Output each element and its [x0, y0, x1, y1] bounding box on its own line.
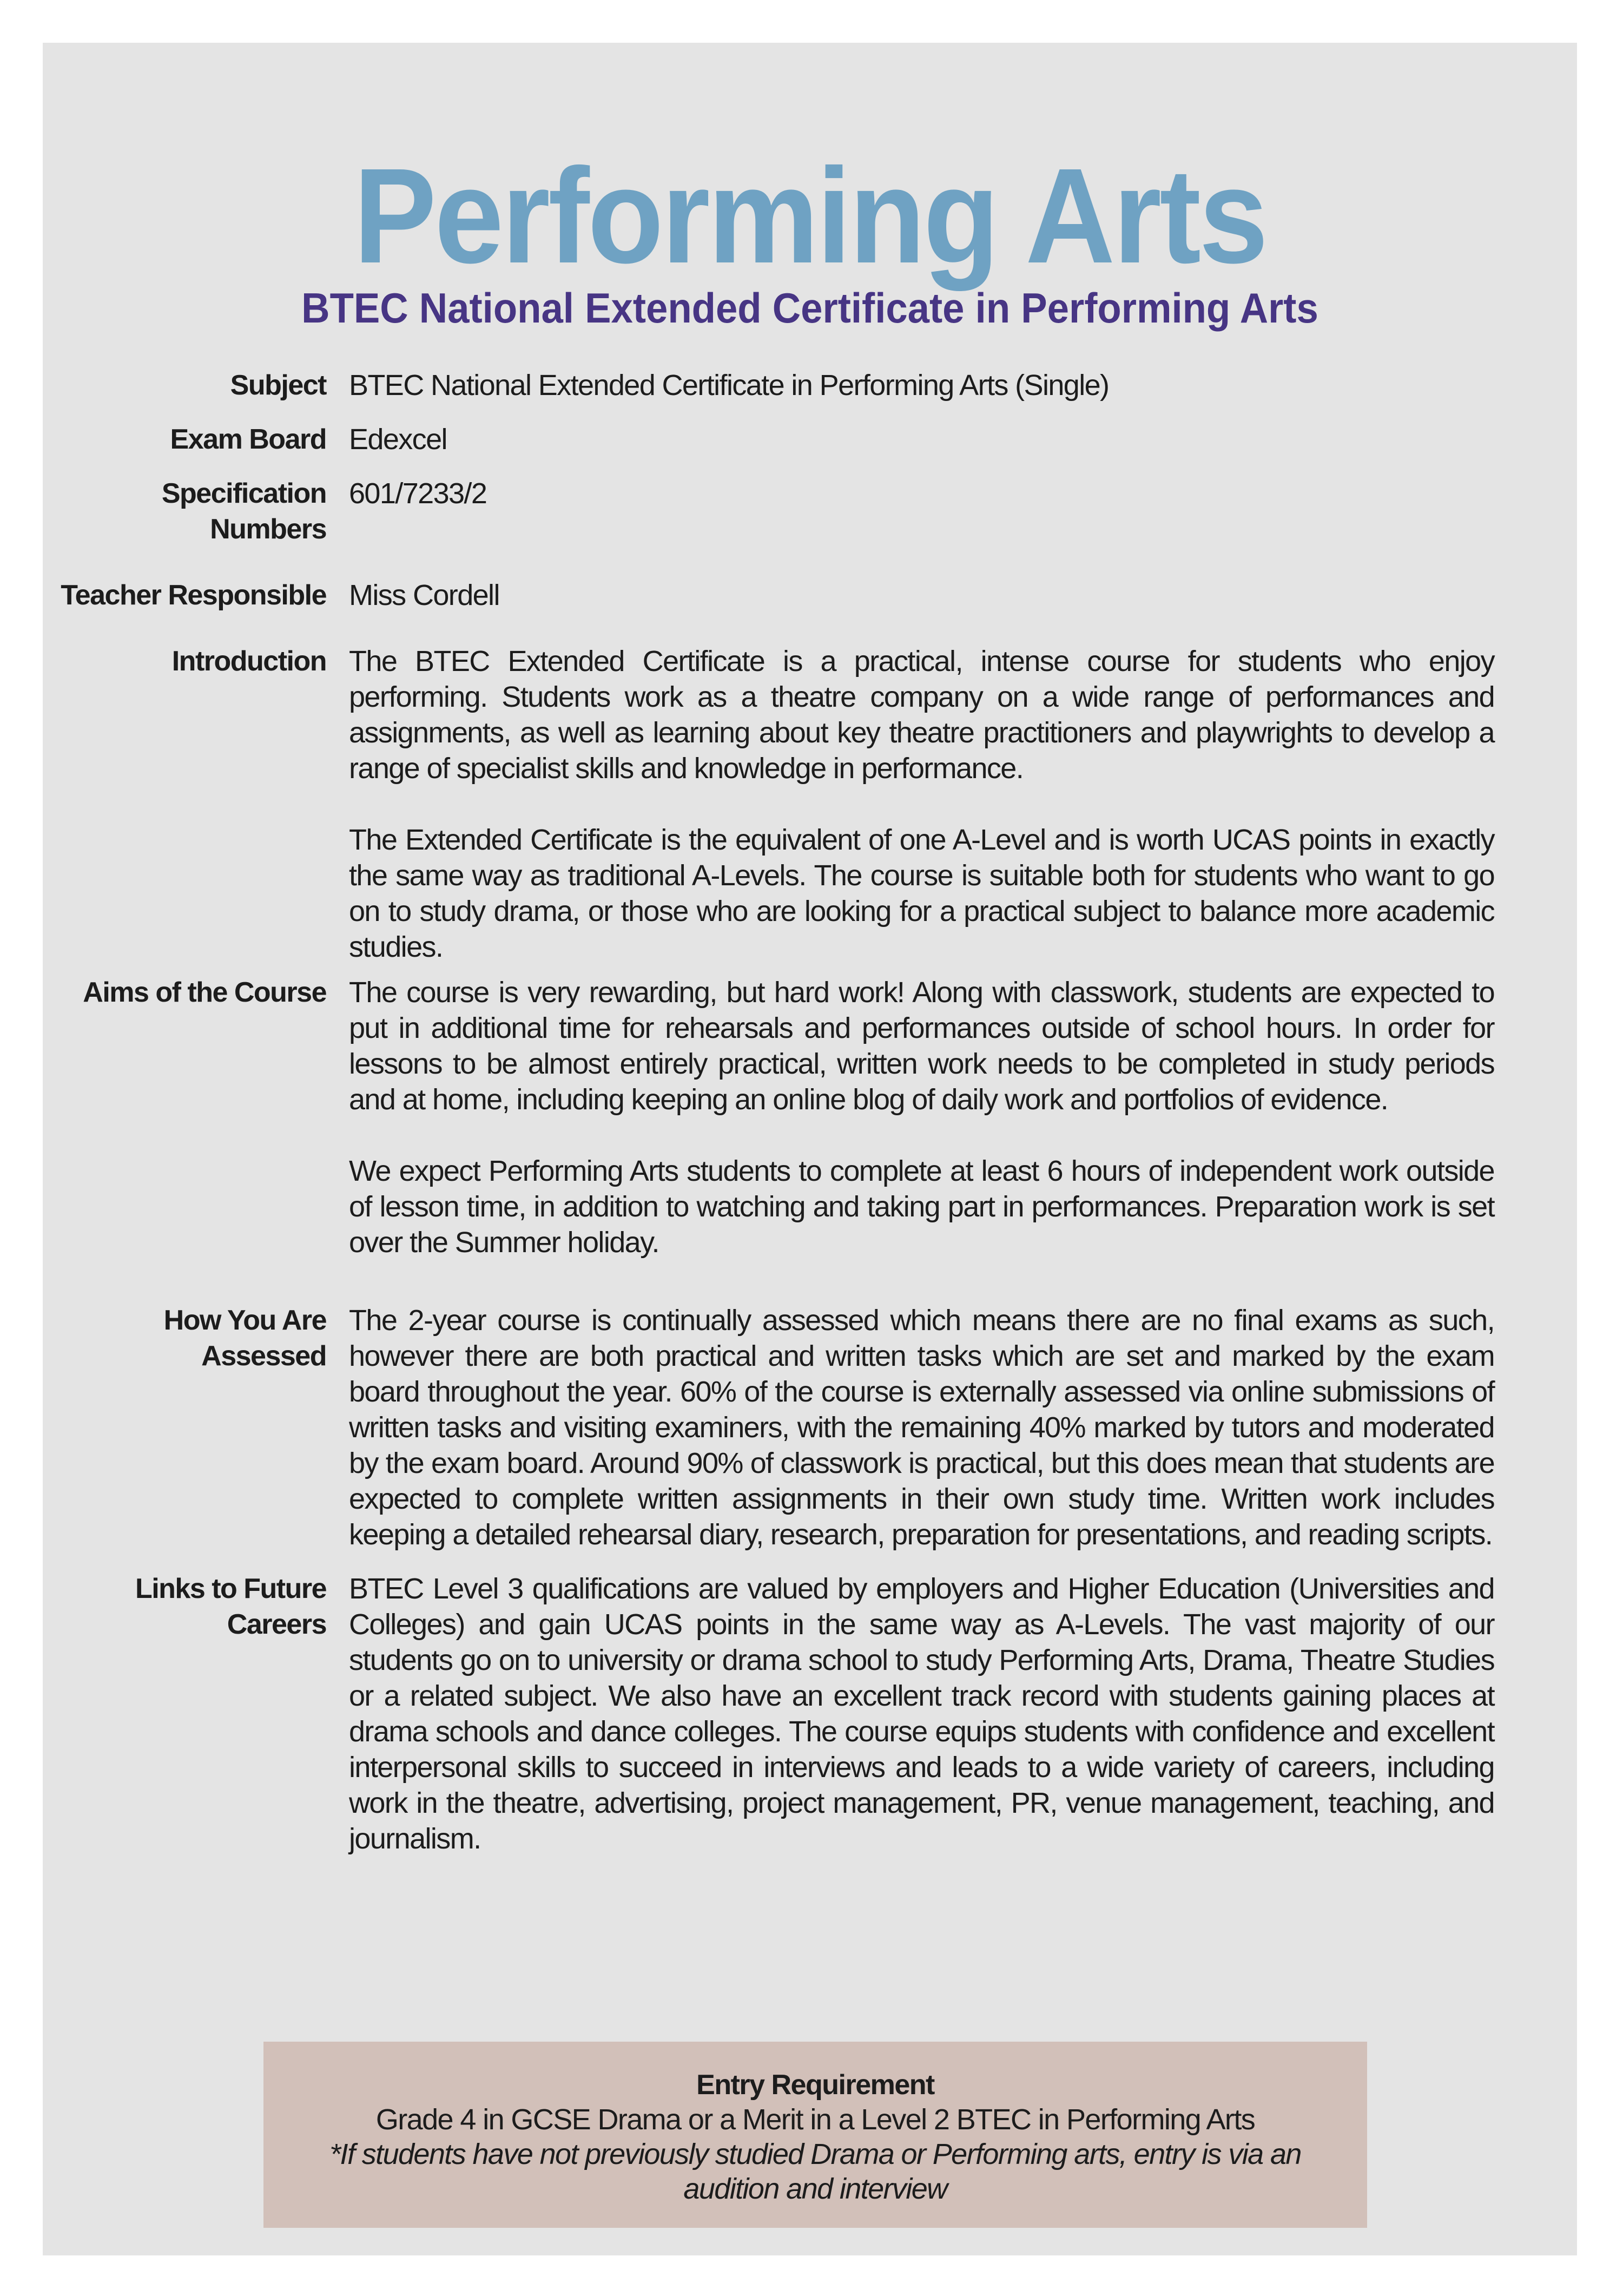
detail-value	[349, 1571, 1494, 1857]
detail-label: Subject	[230, 370, 326, 401]
detail-value	[349, 367, 1494, 403]
detail-value	[349, 975, 1494, 1260]
page-title: Performing Arts	[353, 140, 1266, 291]
detail-paragraph: The BTEC Extended Certificate is a practical, intense course for students who enjoy performing. Students work as a theatre company on a wide range of performances and assignments, as well as learning about key theatre practitioners and playwrights to develop a range of specialist skills and knowledge in performance.	[349, 645, 1494, 785]
page-subtitle: BTEC National Extended Certificate in Performing Arts	[301, 284, 1318, 332]
detail-paragraph: Miss Cordell	[349, 579, 499, 611]
detail-row-subject	[43, 367, 1577, 403]
detail-paragraph: 601/7233/2	[349, 477, 487, 510]
detail-paragraph: The 2-year course is continually assessed which means there are no final exams as such, however there are both practical and written tasks which are set and marked by the exam board throughout the year. 60% of the course is externally assessed via online submissions of written tasks and visiting examiners, with the remaining 40% marked by tutors and moderated by the exam board. Around 90% of classwork is practical, but this does mean that students are expected to complete written assignments in their own study time. Written work includes keeping a detailed rehearsal diary, research, preparation for presentations, and reading scripts.	[349, 1304, 1494, 1551]
detail-row-careers	[43, 1571, 1577, 1857]
entry-requirement-box	[263, 2042, 1367, 2228]
detail-paragraph: BTEC National Extended Certificate in Performing Arts (Single)	[349, 369, 1109, 402]
detail-row-specification	[43, 476, 1577, 547]
detail-row-introduction	[43, 643, 1577, 965]
detail-value	[349, 1302, 1494, 1552]
detail-label: Links to Future Careers	[135, 1573, 326, 1640]
detail-paragraph: BTEC Level 3 qualifications are valued by employers and Higher Education (Universities and Colleges) and gain UCAS points in the same way as A-Levels. The vast majority of our students go on to university or drama school to study Performing Arts, Drama, Theatre Studies or a related subject. We also have an excellent track record with students gaining places at drama schools and dance colleges. The course equips students with confidence and excellent interpersonal skills to succeed in interviews and leads to a wide variety of careers, including work in the theatre, advertising, project management, PR, venue management, teaching, and journalism.	[349, 1573, 1494, 1855]
details-list	[43, 367, 1577, 1869]
entry-requirement-note: *If students have not previously studied Drama or Performing arts, entry is via an audition and interview	[329, 2138, 1301, 2205]
detail-row-aims	[43, 975, 1577, 1260]
page-panel	[43, 43, 1577, 2255]
detail-row-assessment	[43, 1302, 1577, 1552]
detail-row-teacher	[43, 577, 1577, 613]
detail-paragraph: Edexcel	[349, 423, 447, 456]
entry-requirement-title: Entry Requirement	[696, 2069, 934, 2101]
detail-row-exam-board	[43, 422, 1577, 457]
detail-value	[349, 643, 1494, 965]
detail-paragraph: The course is very rewarding, but hard work! Along with classwork, students are expected to put in additional time for rehearsals and performances outside of school hours. In order for lessons to be almost entirely practical, written work needs to be completed in study periods and at home, including keeping an online blog of daily work and portfolios of evidence.	[349, 976, 1494, 1116]
detail-value	[349, 577, 1494, 613]
detail-label: Specification Numbers	[161, 478, 326, 545]
detail-value	[349, 422, 1494, 457]
detail-value	[349, 476, 1494, 511]
detail-label: Aims of the Course	[83, 977, 326, 1008]
detail-label: Teacher Responsible	[61, 580, 326, 611]
detail-label: How You Are Assessed	[163, 1305, 326, 1372]
detail-label: Exam Board	[170, 424, 326, 455]
detail-paragraph: The Extended Certificate is the equivalent of one A-Level and is worth UCAS points in exactly the same way as traditional A-Levels. The course is suitable both for students who want to go on to study drama, or those who are looking for a practical subject to balance more academic studies.	[349, 824, 1494, 963]
detail-paragraph: We expect Performing Arts students to complete at least 6 hours of independent work outside of lesson time, in addition to watching and taking part in performances. Preparation work is set over the Summer holiday.	[349, 1155, 1494, 1259]
entry-requirement-text: Grade 4 in GCSE Drama or a Merit in a Level 2 BTEC in Performing Arts	[375, 2103, 1255, 2136]
detail-label: Introduction	[171, 646, 326, 677]
